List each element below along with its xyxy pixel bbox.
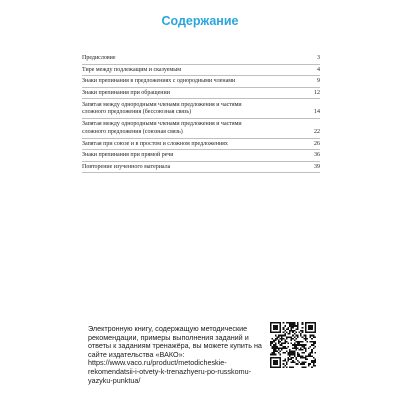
toc-entry [82, 150, 320, 162]
toc-entry-title: Предисловие [82, 55, 116, 61]
toc-entry-title: Знаки препинания при обращении [82, 89, 170, 96]
toc-entry-title: Запятая при союзе и в простом и сложном предложениях [82, 140, 228, 147]
toc-entry-page: 39 [314, 163, 320, 170]
toc-entry [82, 162, 320, 174]
toc-entry-page: 14 [314, 109, 320, 116]
toc-entry-page: 36 [314, 152, 320, 159]
toc-entry-title: Запятая между однородными членами предложения и частями сложного предложения (бессоюзная связь) [82, 101, 242, 116]
toc-entry [82, 53, 320, 65]
table-of-contents [82, 53, 320, 173]
toc-entry-page: 26 [314, 140, 320, 147]
toc-entry-page: 9 [317, 78, 320, 85]
toc-entry-title: Запятая между однородными членами предложения и частями сложного предложения (союзная связь) [82, 121, 242, 135]
toc-entry-title: Повторение изученного материала [82, 163, 171, 170]
toc-entry-title: Знаки препинания в предложениях с однородными членами [82, 78, 236, 85]
toc-entry [82, 88, 320, 100]
qr-code-icon[interactable] [270, 322, 316, 368]
toc-entry [82, 65, 320, 77]
toc-entry [82, 139, 320, 151]
toc-entry-page: 22 [314, 128, 320, 135]
promo-block [88, 325, 268, 385]
toc-entry [82, 76, 320, 88]
promo-text: Электронную книгу, содержащую методические рекомендации, примеры выполнения заданий и ответы к заданиям тренажёра, вы можете купить на сайте издательства «ВАКО»: [88, 324, 262, 359]
toc-entry-page: 4 [317, 66, 320, 73]
toc-entry-page: 12 [314, 89, 320, 96]
toc-entry [82, 99, 320, 119]
page-title: Содержание [161, 14, 239, 28]
promo-url[interactable]: https://www.vaco.ru/product/metodicheskie-rekomendatsii-i-otvety-k-trenazhyeru-po-russkomu-yazyku-punktua/ [88, 358, 251, 385]
toc-entry-title: Тире между подлежащим и сказуемым [82, 66, 182, 73]
toc-entry [82, 119, 320, 139]
toc-entry-page: 3 [317, 55, 320, 61]
toc-entry-title: Знаки препинания при прямой речи [82, 152, 174, 159]
